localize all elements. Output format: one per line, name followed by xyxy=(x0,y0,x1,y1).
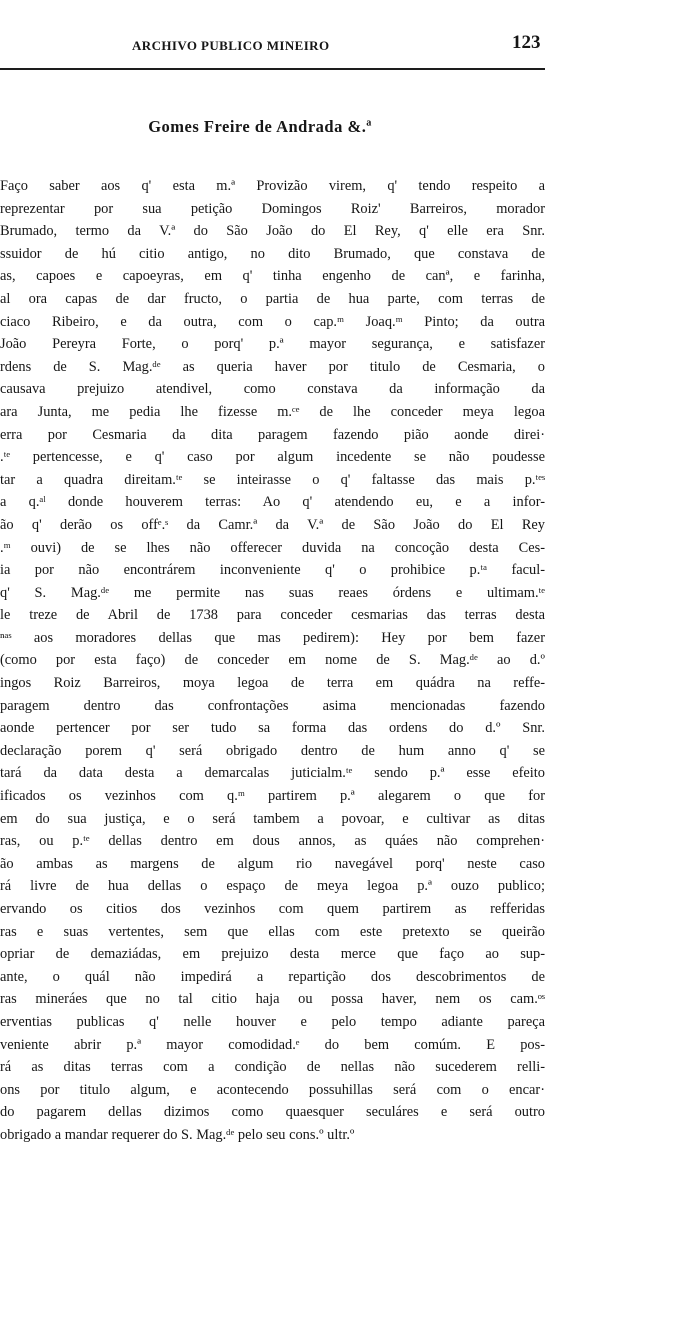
text-line: ras, ou p.ᵗᵉ dellas dentro em dous annos, as quáes não comprehen· xyxy=(0,833,545,850)
text-line: em do sua justiça, e o será tambem a povoar, e cultivar as ditas xyxy=(0,810,545,827)
running-header xyxy=(0,28,545,70)
text-line: ras e suas vertentes, sem que ellas com este pretexto se queirão xyxy=(0,923,545,940)
text-line: ão ambas as margens de algum rio navegável porq' neste caso xyxy=(0,855,545,872)
text-line: q' S. Mag.ᵈᵉ me permite nas suas reaes órdens e ultimam.ᵗᵉ xyxy=(0,584,545,601)
text-line: declaração porem q' será obrigado dentro de hum anno q' se xyxy=(0,742,545,759)
text-line: .ᵐ ouvi) de se lhes não offerecer duvida na concoção desta Ces- xyxy=(0,539,545,556)
text-line: ante, o quál não impedirá a repartição dos descobrimentos de xyxy=(0,968,545,985)
text-line: ingos Roiz Barreiros, moya legoa de terra em quádra na reffe- xyxy=(0,675,545,692)
text-line: rdens de S. Mag.ᵈᵉ as queria haver por titulo de Cesmaria, o xyxy=(0,358,545,375)
text-line: (como por esta faço) de conceder em nome de S. Mag.ᵈᵉ ao d.º xyxy=(0,652,545,669)
text-line: opriar de demaziádas, em prejuizo desta merce que faço ao sup- xyxy=(0,946,545,963)
text-line: al ora capas de dar fructo, o partia de hua parte, com terras de xyxy=(0,290,545,307)
text-line: paragem dentro das confrontações asima mencionadas fazendo xyxy=(0,697,545,714)
text-line: ons por titulo algum, e acontecendo possuhillas será com o encar· xyxy=(0,1081,545,1098)
document-body xyxy=(0,175,545,1147)
text-line: ara Junta, me pedia lhe fizesse m.ᶜᵉ de lhe conceder meya legoa xyxy=(0,403,545,420)
text-line: Brumado, termo da V.ª do São João do El Rey, q' elle era Snr. xyxy=(0,223,545,240)
text-line: tará da data desta a demarcalas juticialm.ᵗᵉ sendo p.ª esse efeito xyxy=(0,765,545,782)
text-line: Faço saber aos q' esta m.ª Provizão virem, q' tendo respeito a xyxy=(0,178,545,194)
text-line: ssuidor de hú citio antigo, no dito Brumado, que constava de xyxy=(0,245,545,262)
text-line: rá livre de hua dellas o espaço de meya legoa p.ª ouzo publico; xyxy=(0,878,545,895)
section-heading: Gomes Freire de Andrada &.ª xyxy=(148,117,372,136)
text-line: reprezentar por sua petição Domingos Roiz' Barreiros, morador xyxy=(0,200,545,217)
text-line: ⁿᵃˢ aos moradores dellas que mas pedirem): Hey por bem fazer xyxy=(0,629,545,646)
text-line: a q.ᵃˡ donde houverem terras: Ao q' atendendo eu, e a infor- xyxy=(0,494,545,511)
text-line: aonde pertencer por ser tudo sa forma das ordens do d.º Snr. xyxy=(0,720,545,737)
text-line: erventias publicas q' nelle houver e pelo tempo adiante pareça xyxy=(0,1013,545,1030)
text-line: do pagarem dellas dizimos como quaesquer seculáres e será outro xyxy=(0,1104,545,1121)
text-line: veniente abrir p.ª mayor comodidad.ᵉ do bem comúm. E pos- xyxy=(0,1036,545,1053)
text-line: ão q' derão os offᵉ.ˢ da Camr.ª da V.ª de São João do El Rey xyxy=(0,516,545,533)
text-line: obrigado a mandar requerer do S. Mag.ᵈᵉ pelo seu cons.º ultr.º xyxy=(0,1126,355,1143)
text-line: tar a quadra direitam.ᵗᵉ se inteirasse o q' faltasse das mais p.ᵗᵉˢ xyxy=(0,471,545,488)
text-line: causava prejuizo atendivel, como constava da informação da xyxy=(0,381,545,398)
text-line: ciaco Ribeiro, e da outra, com o cap.ᵐ Joaq.ᵐ Pinto; da outra xyxy=(0,313,545,330)
text-line: ras mineráes que no tal citio haja ou possa haver, nem os cam.ᵒˢ xyxy=(0,991,545,1008)
text-line: ificados os vezinhos com q.ᵐ partirem p.ª alegarem o que for xyxy=(0,788,545,805)
text-line: ia por não encontrárem inconveniente q' o prohibice p.ᵗᵃ facul- xyxy=(0,562,545,579)
text-line: le treze de Abril de 1738 para conceder cesmarias das terras desta xyxy=(0,607,545,624)
text-line: as, capoes e capoeyras, em q' tinha engenho de canª, e farinha, xyxy=(0,268,545,285)
text-line: rá as ditas terras com a condição de nellas não sucederem relli- xyxy=(0,1059,545,1076)
text-line: ervando os citios dos vezinhos com quem partirem as refferidas xyxy=(0,901,545,917)
text-line: .ᵗᵉ pertencesse, e q' caso por algum incedente se não poudesse xyxy=(0,449,545,466)
text-line: erra por Cesmaria da dita paragem fazendo pião aonde direi· xyxy=(0,426,545,443)
text-line: João Pereyra Forte, o porq' p.ª mayor segurança, e satisfazer xyxy=(0,336,545,353)
page-number: 123 xyxy=(512,32,541,53)
running-header-title: ARCHIVO PUBLICO MINEIRO xyxy=(132,38,330,53)
